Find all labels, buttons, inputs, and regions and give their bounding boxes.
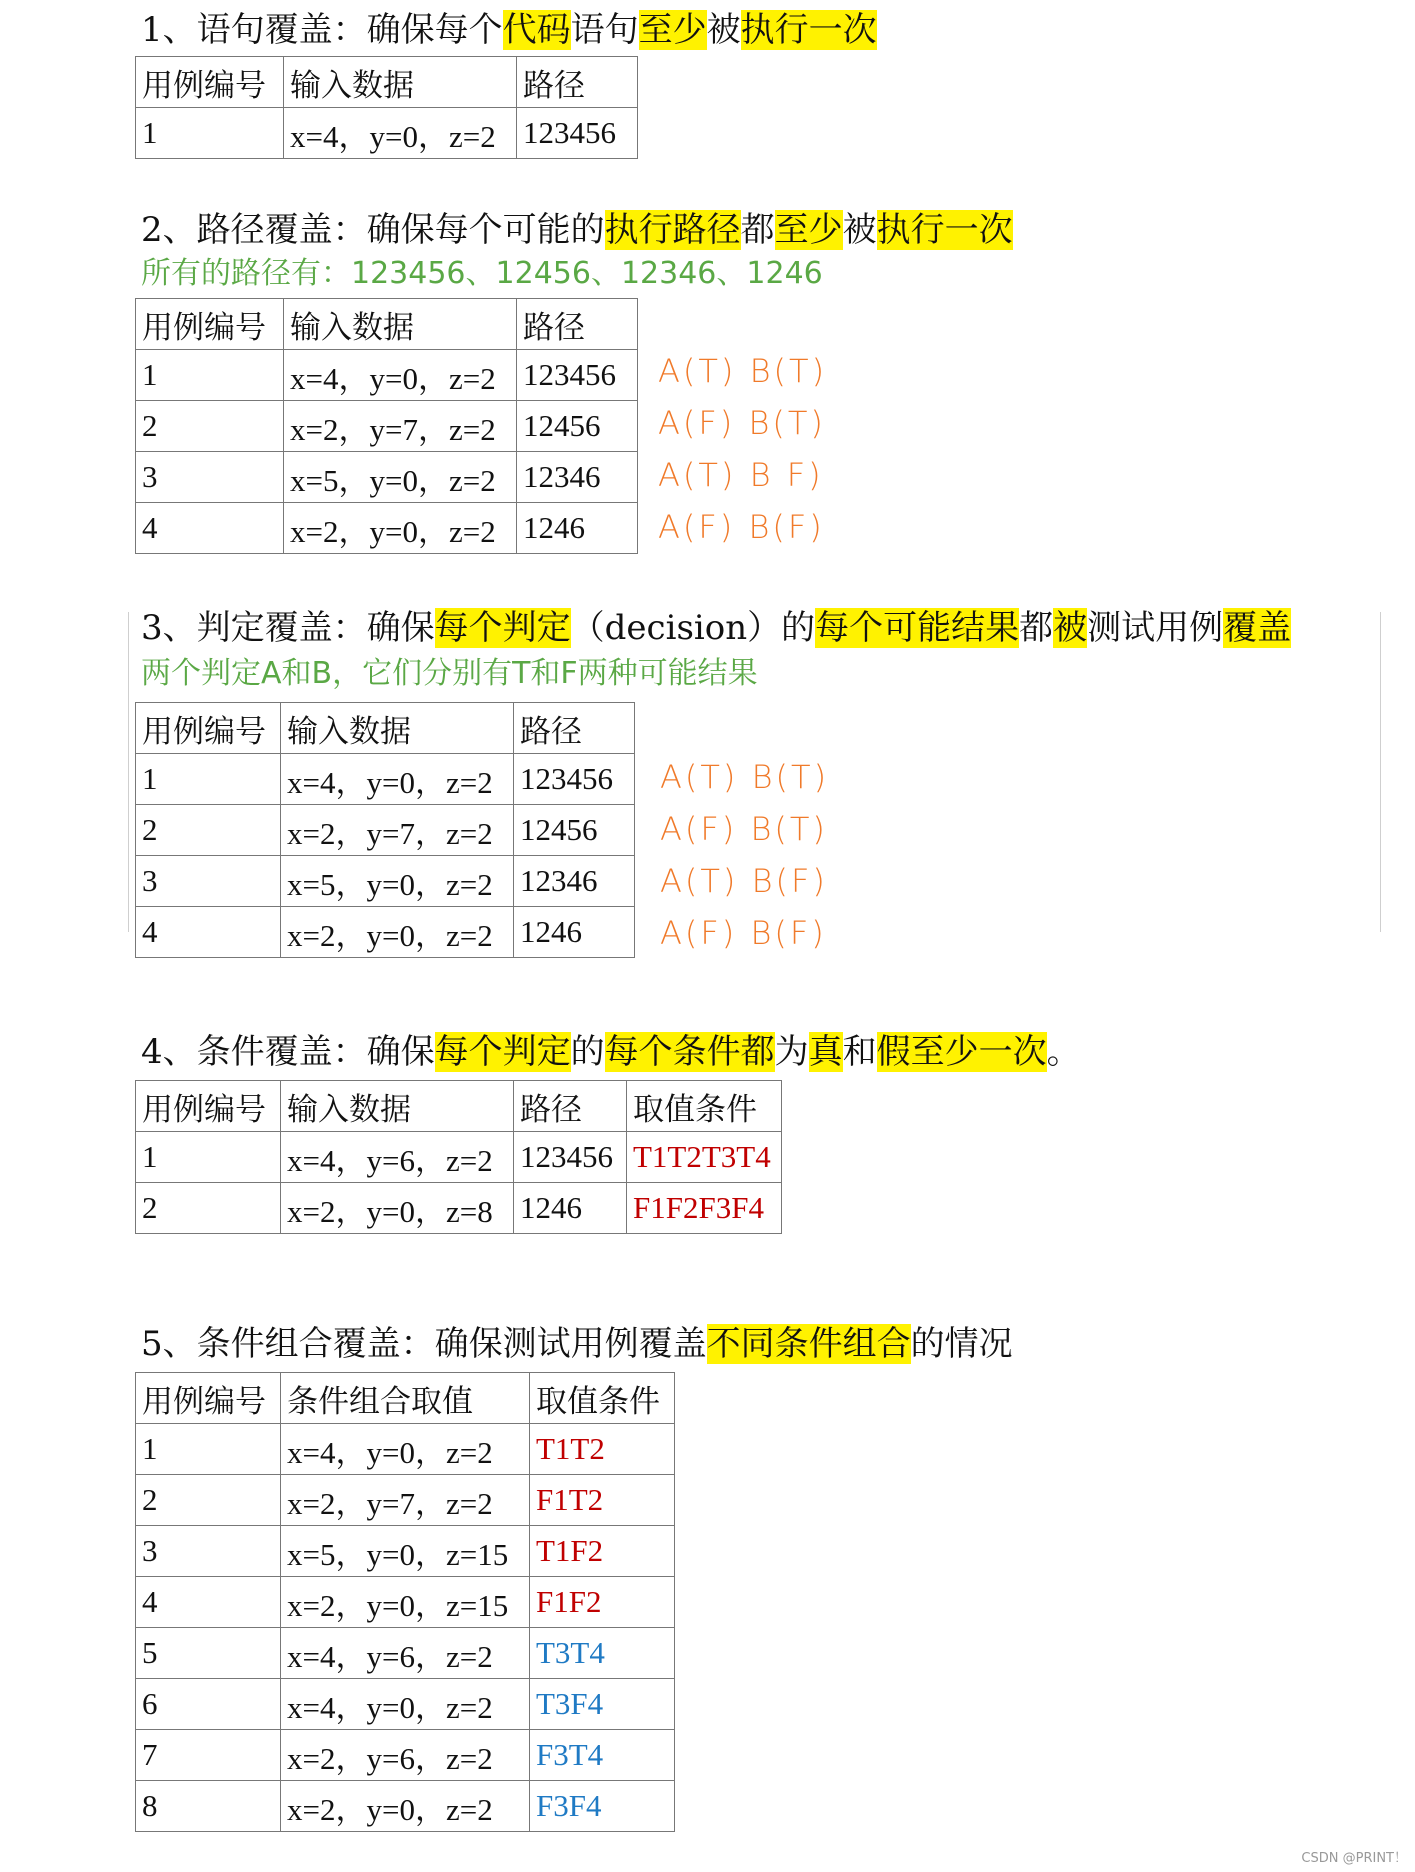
section-5-heading bbox=[141, 1324, 1013, 1364]
heading-highlight: 覆盖 bbox=[1223, 608, 1292, 648]
cell-input: x=5，y=0，z=15 bbox=[281, 1526, 530, 1577]
path-coverage-table bbox=[135, 298, 638, 554]
cell-case-id: 1 bbox=[136, 108, 284, 159]
cell-case-id: 3 bbox=[136, 1526, 281, 1577]
table-row bbox=[136, 754, 635, 805]
cell-case-id: 5 bbox=[136, 1628, 281, 1679]
cell-path: 123456 bbox=[514, 1132, 627, 1183]
statement-coverage-table bbox=[135, 56, 638, 159]
heading-text: （decision）的 bbox=[570, 608, 816, 648]
cell-input: x=2，y=7，z=2 bbox=[284, 401, 517, 452]
heading-highlight: 执行路径 bbox=[604, 210, 741, 250]
section-1-heading bbox=[141, 10, 877, 50]
table-row bbox=[136, 350, 638, 401]
heading-highlight: 至少 bbox=[638, 10, 707, 50]
handwritten-annotation: A(T) B(T) bbox=[658, 352, 828, 390]
watermark: CSDN @PRINT！ bbox=[1301, 1851, 1407, 1866]
cell-condition: F1F2F3F4 bbox=[627, 1183, 782, 1234]
section-4-heading bbox=[141, 1032, 1081, 1072]
section-3-heading bbox=[141, 608, 1291, 648]
col-header-path: 路径 bbox=[517, 57, 638, 108]
col-header-path: 路径 bbox=[514, 1081, 627, 1132]
col-header-combination: 条件组合取值 bbox=[281, 1373, 530, 1424]
cell-case-id: 2 bbox=[136, 1475, 281, 1526]
handwritten-annotation: A(T) B(F) bbox=[660, 862, 828, 900]
col-header-input: 输入数据 bbox=[281, 1081, 514, 1132]
col-header-path: 路径 bbox=[514, 703, 635, 754]
cell-case-id: 7 bbox=[136, 1730, 281, 1781]
table-row bbox=[136, 1577, 675, 1628]
table-row bbox=[136, 108, 638, 159]
heading-highlight: 都 bbox=[740, 1032, 775, 1072]
cell-input: x=2，y=7，z=2 bbox=[281, 1475, 530, 1526]
cell-input: x=4，y=0，z=2 bbox=[281, 1424, 530, 1475]
heading-highlight: 每个判定 bbox=[434, 608, 571, 648]
heading-text: 都 bbox=[1019, 608, 1054, 648]
handwritten-annotation: A(F) B(F) bbox=[660, 914, 827, 952]
col-header-input: 输入数据 bbox=[284, 57, 517, 108]
cell-input: x=5，y=0，z=2 bbox=[281, 856, 514, 907]
table-row bbox=[136, 1132, 782, 1183]
heading-text: 的 bbox=[570, 1032, 605, 1072]
heading-highlight: 每个条件 bbox=[604, 1032, 741, 1072]
cell-condition: T1T2T3T4 bbox=[627, 1132, 782, 1183]
cell-path: 123456 bbox=[517, 108, 638, 159]
cell-condition: T3F4 bbox=[530, 1679, 675, 1730]
table-row bbox=[136, 1628, 675, 1679]
cell-case-id: 2 bbox=[136, 1183, 281, 1234]
cell-path: 123456 bbox=[514, 754, 635, 805]
heading-text: 。 bbox=[1046, 1032, 1081, 1072]
section-2-note: 所有的路径有：123456、12456、12346、1246 bbox=[141, 256, 823, 291]
heading-highlight: 至少 bbox=[774, 210, 843, 250]
heading-highlight: 代码 bbox=[502, 10, 571, 50]
heading-text: 5、条件组合覆盖：确保测试用例覆盖 bbox=[141, 1324, 707, 1364]
cell-condition: T1T2 bbox=[530, 1424, 675, 1475]
col-header-case-id: 用例编号 bbox=[136, 1081, 281, 1132]
heading-text: 都 bbox=[740, 210, 775, 250]
cell-path: 12456 bbox=[514, 805, 635, 856]
cell-input: x=2，y=0，z=8 bbox=[281, 1183, 514, 1234]
section-3-note: 两个判定A和B，它们分别有T和F两种可能结果 bbox=[141, 656, 758, 691]
cell-condition: F3F4 bbox=[530, 1781, 675, 1832]
table-row bbox=[136, 1781, 675, 1832]
heading-highlight: 假 bbox=[876, 1032, 911, 1072]
table-header-row bbox=[136, 1373, 675, 1424]
decision-coverage-table bbox=[135, 702, 635, 958]
cell-input: x=2，y=0，z=2 bbox=[281, 907, 514, 958]
col-header-case-id: 用例编号 bbox=[136, 299, 284, 350]
handwritten-annotation: A(F) B(F) bbox=[658, 508, 825, 546]
heading-highlight: 执行一次 bbox=[740, 10, 877, 50]
cell-case-id: 3 bbox=[136, 856, 281, 907]
cell-case-id: 1 bbox=[136, 1132, 281, 1183]
cell-condition: T1F2 bbox=[530, 1526, 675, 1577]
col-header-input: 输入数据 bbox=[284, 299, 517, 350]
handwritten-annotation: A(F) B(T) bbox=[660, 810, 828, 848]
cell-input: x=4，y=0，z=2 bbox=[281, 754, 514, 805]
cell-case-id: 3 bbox=[136, 452, 284, 503]
cell-input: x=4，y=0，z=2 bbox=[284, 108, 517, 159]
handwritten-annotation: A(F) B(T) bbox=[658, 404, 826, 442]
heading-text: 1、语句覆盖：确保每个 bbox=[141, 10, 503, 50]
cell-input: x=5，y=0，z=2 bbox=[284, 452, 517, 503]
table-row bbox=[136, 805, 635, 856]
col-header-case-id: 用例编号 bbox=[136, 57, 284, 108]
table-row bbox=[136, 1183, 782, 1234]
heading-highlight: 每个可能结果 bbox=[815, 608, 1020, 648]
heading-text: 2、路径覆盖：确保每个可能的 bbox=[141, 210, 605, 250]
heading-text: 被 bbox=[706, 10, 741, 50]
col-header-path: 路径 bbox=[517, 299, 638, 350]
cell-condition: T3T4 bbox=[530, 1628, 675, 1679]
table-header-row bbox=[136, 1081, 782, 1132]
frame-divider bbox=[128, 612, 129, 932]
heading-text: 的情况 bbox=[910, 1324, 1013, 1364]
table-row bbox=[136, 1730, 675, 1781]
cell-input: x=2，y=7，z=2 bbox=[281, 805, 514, 856]
heading-highlight: 被 bbox=[1053, 608, 1088, 648]
heading-highlight: 每个判定 bbox=[434, 1032, 571, 1072]
cell-path: 12346 bbox=[517, 452, 638, 503]
cell-input: x=4，y=6，z=2 bbox=[281, 1628, 530, 1679]
table-row bbox=[136, 907, 635, 958]
cell-path: 123456 bbox=[517, 350, 638, 401]
cell-condition: F1F2 bbox=[530, 1577, 675, 1628]
cell-path: 1246 bbox=[517, 503, 638, 554]
section-2-heading bbox=[141, 210, 1013, 250]
handwritten-annotation: A(T) B F) bbox=[658, 456, 824, 494]
heading-text: 测试用例 bbox=[1087, 608, 1224, 648]
col-header-case-id: 用例编号 bbox=[136, 703, 281, 754]
col-header-condition: 取值条件 bbox=[530, 1373, 675, 1424]
col-header-input: 输入数据 bbox=[281, 703, 514, 754]
cell-input: x=2，y=0，z=15 bbox=[281, 1577, 530, 1628]
heading-highlight: 组合 bbox=[842, 1324, 911, 1364]
heading-text: 语句 bbox=[570, 10, 639, 50]
table-row bbox=[136, 401, 638, 452]
heading-text: 和 bbox=[842, 1032, 877, 1072]
cell-path: 1246 bbox=[514, 1183, 627, 1234]
cell-input: x=4，y=0，z=2 bbox=[281, 1679, 530, 1730]
col-header-case-id: 用例编号 bbox=[136, 1373, 281, 1424]
cell-input: x=2，y=6，z=2 bbox=[281, 1730, 530, 1781]
heading-text: 3、判定覆盖：确保 bbox=[141, 608, 435, 648]
cell-case-id: 1 bbox=[136, 1424, 281, 1475]
frame-divider bbox=[1380, 612, 1381, 932]
cell-case-id: 8 bbox=[136, 1781, 281, 1832]
table-row bbox=[136, 1679, 675, 1730]
cell-case-id: 2 bbox=[136, 805, 281, 856]
cell-case-id: 4 bbox=[136, 503, 284, 554]
heading-highlight: 至少一次 bbox=[910, 1032, 1047, 1072]
cell-case-id: 6 bbox=[136, 1679, 281, 1730]
table-header-row bbox=[136, 57, 638, 108]
cell-input: x=4，y=0，z=2 bbox=[284, 350, 517, 401]
cell-case-id: 1 bbox=[136, 754, 281, 805]
table-header-row bbox=[136, 703, 635, 754]
heading-text: 被 bbox=[842, 210, 877, 250]
cell-case-id: 4 bbox=[136, 1577, 281, 1628]
cell-case-id: 1 bbox=[136, 350, 284, 401]
cell-path: 12456 bbox=[517, 401, 638, 452]
cell-input: x=2，y=0，z=2 bbox=[284, 503, 517, 554]
cell-condition: F3T4 bbox=[530, 1730, 675, 1781]
heading-highlight: 真 bbox=[808, 1032, 843, 1072]
table-header-row bbox=[136, 299, 638, 350]
col-header-condition: 取值条件 bbox=[627, 1081, 782, 1132]
condition-coverage-table bbox=[135, 1080, 782, 1234]
table-row bbox=[136, 503, 638, 554]
cell-input: x=4，y=6，z=2 bbox=[281, 1132, 514, 1183]
cell-input: x=2，y=0，z=2 bbox=[281, 1781, 530, 1832]
table-row bbox=[136, 856, 635, 907]
cell-case-id: 2 bbox=[136, 401, 284, 452]
table-row bbox=[136, 1424, 675, 1475]
heading-text: 4、条件覆盖：确保 bbox=[141, 1032, 435, 1072]
table-row bbox=[136, 452, 638, 503]
cell-condition: F1T2 bbox=[530, 1475, 675, 1526]
cell-case-id: 4 bbox=[136, 907, 281, 958]
table-row bbox=[136, 1526, 675, 1577]
cell-path: 12346 bbox=[514, 856, 635, 907]
handwritten-annotation: A(T) B(T) bbox=[660, 758, 830, 796]
heading-text: 为 bbox=[774, 1032, 809, 1072]
heading-highlight: 不同条件 bbox=[706, 1324, 843, 1364]
table-row bbox=[136, 1475, 675, 1526]
heading-highlight: 执行一次 bbox=[876, 210, 1013, 250]
cell-path: 1246 bbox=[514, 907, 635, 958]
condition-combination-table bbox=[135, 1372, 675, 1832]
